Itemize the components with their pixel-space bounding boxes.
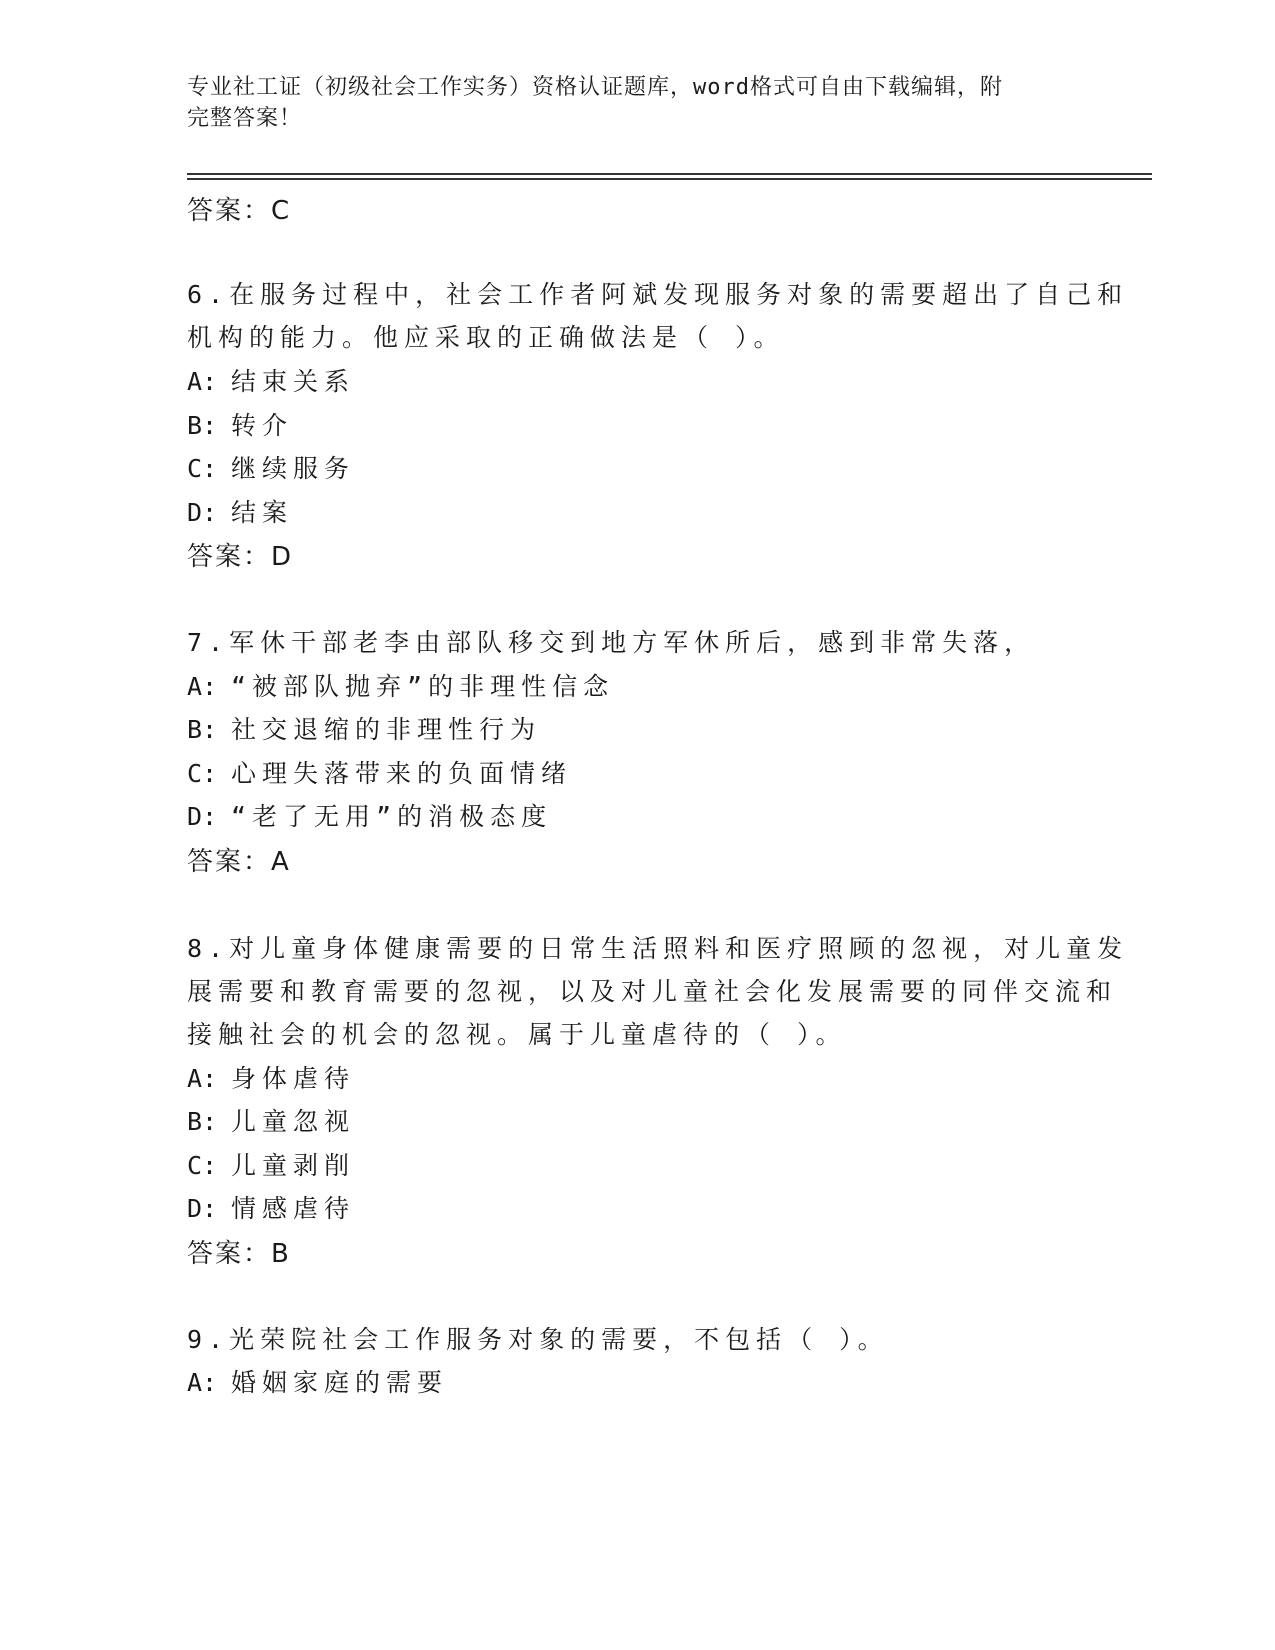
option-text: 社交退缩的非理性行为 xyxy=(231,715,542,744)
header-line-2: 完整答案！ xyxy=(187,106,303,131)
option-label: D: xyxy=(187,1194,218,1223)
option-text: 儿童剥削 xyxy=(231,1151,356,1180)
option-text: 继续服务 xyxy=(231,454,356,483)
question-6-line-1: 6.在服务过程中，社会工作者阿斌发现服务对象的需要超出了自己和 xyxy=(187,280,1129,309)
option-text: 结束关系 xyxy=(231,367,356,396)
option-label: C: xyxy=(187,759,218,788)
option-text: “被部队抛弃”的非理性信念 xyxy=(231,672,615,701)
question-8-line-1: 8.对儿童身体健康需要的日常生活照料和医疗照顾的忽视，对儿童发 xyxy=(187,934,1129,963)
option-a xyxy=(187,362,355,398)
question-9-line-1: 9.光荣院社会工作服务对象的需要，不包括（ ）。 xyxy=(187,1325,889,1354)
option-text: 婚姻家庭的需要 xyxy=(231,1368,449,1397)
question-6-line-2: 机构的能力。他应采取的正确做法是（ ）。 xyxy=(187,323,785,352)
option-c xyxy=(187,1146,355,1182)
option-label: D: xyxy=(187,498,218,527)
option-label: A: xyxy=(187,672,218,701)
option-label: A: xyxy=(187,1064,218,1093)
option-b xyxy=(187,710,541,746)
header-text xyxy=(187,72,1067,134)
question-8-line-3: 接触社会的机会的忽视。属于儿童虐待的（ ）。 xyxy=(187,1020,847,1049)
header-rule-bottom xyxy=(187,178,1152,180)
option-a xyxy=(187,667,614,703)
option-text: 情感虐待 xyxy=(231,1194,356,1223)
option-a xyxy=(187,1059,355,1095)
answer-q8: 答案：B xyxy=(187,1239,291,1269)
option-label: D: xyxy=(187,802,218,831)
option-a xyxy=(187,1363,448,1399)
option-text: 转介 xyxy=(231,411,294,440)
option-label: C: xyxy=(187,454,218,483)
option-c xyxy=(187,754,572,790)
answer-q7: 答案：A xyxy=(187,847,291,877)
option-label: B: xyxy=(187,1107,218,1136)
option-text: 儿童忽视 xyxy=(231,1107,356,1136)
option-b xyxy=(187,1102,355,1138)
option-text: “老了无用”的消极态度 xyxy=(231,802,553,831)
option-text: 心理失落带来的负面情绪 xyxy=(231,759,573,788)
question-7-line-1: 7.军休干部老李由部队移交到地方军休所后，感到非常失落， xyxy=(187,628,1036,657)
question-8-line-2: 展需要和教育需要的忽视，以及对儿童社会化发展需要的同伴交流和 xyxy=(187,977,1118,1006)
option-text: 身体虐待 xyxy=(231,1064,356,1093)
answer-q6: 答案：D xyxy=(187,542,294,572)
option-label: C: xyxy=(187,1151,218,1180)
option-d xyxy=(187,797,552,833)
option-text: 结案 xyxy=(231,498,294,527)
option-label: B: xyxy=(187,411,218,440)
option-c xyxy=(187,449,355,485)
option-b xyxy=(187,406,293,442)
option-d xyxy=(187,493,293,529)
option-label: B: xyxy=(187,715,218,744)
option-label: A: xyxy=(187,367,218,396)
answer-q5: 答案：C xyxy=(187,196,292,226)
option-d xyxy=(187,1189,355,1225)
option-label: A: xyxy=(187,1368,218,1397)
header-line-1: 专业社工证（初级社会工作实务）资格认证题库，word格式可自由下载编辑，附 xyxy=(187,75,1003,100)
header-rule-top xyxy=(187,173,1152,175)
